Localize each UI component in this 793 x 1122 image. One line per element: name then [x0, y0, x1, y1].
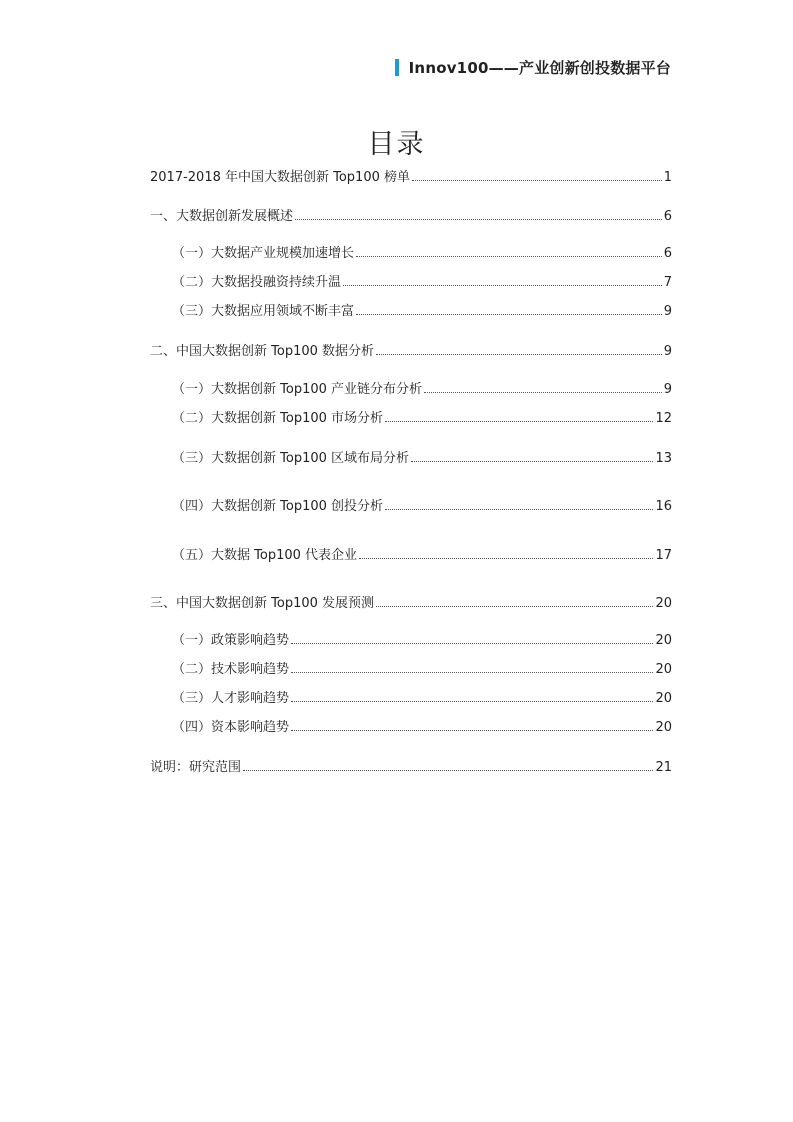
toc-entry-1-2[interactable]	[172, 271, 672, 291]
toc-entry-1-3[interactable]	[172, 300, 672, 320]
toc-leader	[359, 557, 653, 559]
toc-entry-label: （三）大数据创新 Top100 区域布局分析	[172, 451, 410, 466]
toc-leader	[356, 255, 662, 257]
toc-page-number: 20	[655, 633, 672, 648]
toc-entry-label: 一、大数据创新发展概述	[150, 209, 294, 224]
toc-page-number: 20	[655, 720, 672, 735]
toc-entry-research-scope[interactable]	[150, 756, 672, 776]
toc-page-number: 9	[663, 304, 672, 319]
toc-entry-label: （四）大数据创新 Top100 创投分析	[172, 499, 384, 514]
toc-leader	[291, 642, 653, 644]
toc-entry-chapter-3[interactable]	[150, 592, 672, 612]
toc-leader	[291, 729, 653, 731]
toc-page-number: 9	[663, 382, 672, 397]
toc-entry-label: （三）人才影响趋势	[172, 691, 290, 706]
toc-leader	[385, 508, 653, 510]
toc-entry-label: 二、中国大数据创新 Top100 数据分析	[150, 344, 375, 359]
toc-leader	[385, 420, 653, 422]
toc-page-number: 20	[655, 596, 672, 611]
toc-leader	[376, 353, 662, 355]
toc-entry-chapter-1[interactable]	[150, 205, 672, 225]
header-text: Innov100——产业创新创投数据平台	[408, 58, 671, 77]
toc-entry-label: （三）大数据应用领域不断丰富	[172, 304, 355, 319]
toc-page-number: 7	[663, 275, 672, 290]
toc-page-number: 12	[655, 411, 672, 426]
toc-page-number: 17	[655, 548, 672, 563]
toc-entry-3-3[interactable]	[172, 687, 672, 707]
toc-page-number: 13	[655, 451, 672, 466]
toc-entry-3-4[interactable]	[172, 716, 672, 736]
toc-entry-label: （一）大数据创新 Top100 产业链分布分析	[172, 382, 423, 397]
toc-entry-2-4[interactable]	[172, 495, 672, 515]
toc-entry-label: （二）技术影响趋势	[172, 662, 290, 677]
toc-leader	[291, 700, 653, 702]
toc-entry-label: （二）大数据创新 Top100 市场分析	[172, 411, 384, 426]
toc-entry-label: 三、中国大数据创新 Top100 发展预测	[150, 596, 375, 611]
toc-entry-3-1[interactable]	[172, 629, 672, 649]
toc-page-number: 6	[663, 246, 672, 261]
toc-entry-label: 2017-2018 年中国大数据创新 Top100 榜单	[150, 170, 411, 185]
toc-entry-label: （一）大数据产业规模加速增长	[172, 246, 355, 261]
toc-leader	[295, 218, 662, 220]
toc-page-number: 21	[655, 760, 672, 775]
toc-entry-2-2[interactable]	[172, 407, 672, 427]
toc-page-number: 16	[655, 499, 672, 514]
toc-entry-2-5[interactable]	[172, 544, 672, 564]
toc-leader	[243, 769, 653, 771]
toc-leader	[343, 284, 662, 286]
toc-entry-label: （二）大数据投融资持续升温	[172, 275, 342, 290]
page-header	[395, 58, 671, 76]
toc-entry-label: （一）政策影响趋势	[172, 633, 290, 648]
toc-leader	[424, 391, 662, 393]
toc-leader	[411, 460, 653, 462]
toc-page-number: 9	[663, 344, 672, 359]
toc-entry-2-1[interactable]	[172, 378, 672, 398]
toc-leader	[356, 313, 662, 315]
toc-page-number: 6	[663, 209, 672, 224]
toc-leader	[412, 179, 662, 181]
toc-entry-1-1[interactable]	[172, 242, 672, 262]
toc-entry-top100-list[interactable]	[150, 166, 672, 186]
toc-page-number: 20	[655, 691, 672, 706]
toc-page-number: 1	[663, 170, 672, 185]
toc-entry-chapter-2[interactable]	[150, 340, 672, 360]
toc-leader	[291, 671, 653, 673]
toc-entry-label: 说明：研究范围	[150, 760, 242, 775]
toc-entry-2-3[interactable]	[172, 447, 672, 467]
toc-entry-3-2[interactable]	[172, 658, 672, 678]
header-accent-bar	[395, 59, 399, 76]
toc-page-number: 20	[655, 662, 672, 677]
toc-entry-label: （四）资本影响趋势	[172, 720, 290, 735]
toc-leader	[376, 605, 653, 607]
page-title: 目录	[367, 129, 426, 160]
toc-entry-label: （五）大数据 Top100 代表企业	[172, 548, 358, 563]
